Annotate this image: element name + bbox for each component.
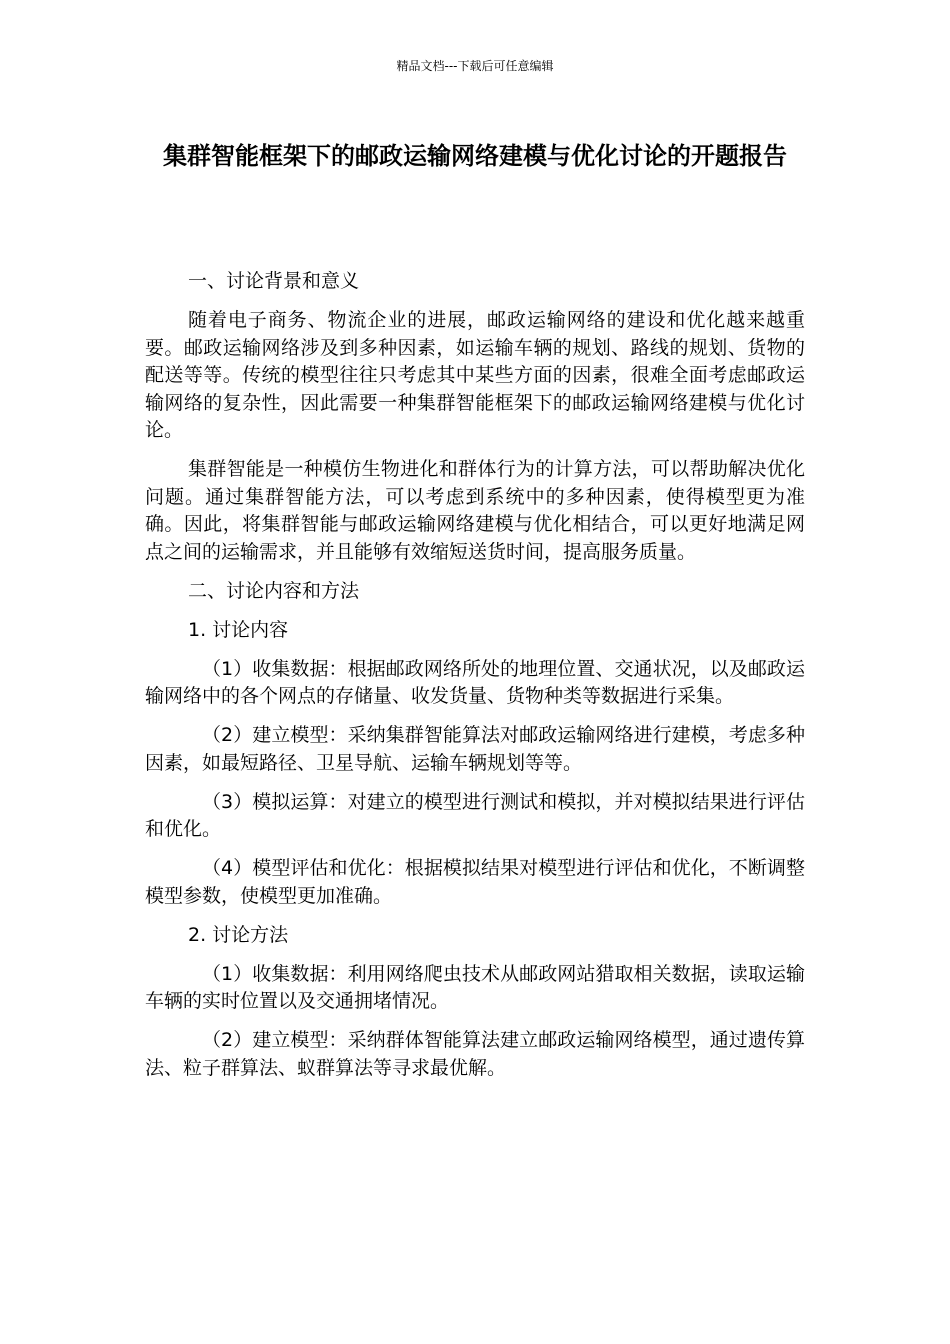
list-item-content-4: （4）模型评估和优化：根据模拟结果对模型进行评估和优化，不断调整模型参数，使模型更加准确。 bbox=[145, 857, 805, 907]
section-heading-content-method: 二、讨论内容和方法 bbox=[188, 579, 360, 602]
list-item-content-2: （2）建立模型：采纳集群智能算法对邮政运输网络进行建模，考虑多种因素，如最短路径、卫星导航、运输车辆规划等等。 bbox=[145, 724, 805, 774]
list-item-content-1: （1）收集数据：根据邮政网络所处的地理位置、交通状况，以及邮政运输网络中的各个网点的存储量、收发货量、货物种类等数据进行采集。 bbox=[145, 657, 805, 707]
subheading-research-content: 1. 讨论内容 bbox=[188, 618, 289, 641]
subheading-research-method: 2. 讨论方法 bbox=[188, 923, 289, 946]
list-item-content-3: （3）模拟运算：对建立的模型进行测试和模拟，并对模拟结果进行评估和优化。 bbox=[145, 790, 805, 840]
document-body bbox=[145, 268, 805, 1082]
paragraph-background-1: 随着电子商务、物流企业的进展，邮政运输网络的建设和优化越来越重要。邮政运输网络涉及到多种因素，如运输车辆的规划、路线的规划、货物的配送等等。传统的模型往往只考虑其中某些方面的因素，很难全面考虑邮政运输网络的复杂性，因此需要一种集群智能框架下的邮政运输网络建模与优化讨论。 bbox=[145, 309, 805, 441]
list-item-method-1: （1）收集数据：利用网络爬虫技术从邮政网站猎取相关数据，读取运输车辆的实时位置以及交通拥堵情况。 bbox=[145, 962, 805, 1012]
page-header: 精品文档---下载后可任意编辑 bbox=[396, 59, 554, 73]
section-heading-background: 一、讨论背景和意义 bbox=[188, 270, 360, 292]
list-item-method-2: （2）建立模型：采纳群体智能算法建立邮政运输网络模型，通过遗传算法、粒子群算法、蚁群算法等寻求最优解。 bbox=[145, 1029, 805, 1079]
document-title: 集群智能框架下的邮政运输网络建模与优化讨论的开题报告 bbox=[163, 142, 787, 170]
paragraph-background-2: 集群智能是一种模仿生物进化和群体行为的计算方法，可以帮助解决优化问题。通过集群智能方法，可以考虑到系统中的多种因素，使得模型更为准确。因此，将集群智能与邮政运输网络建模与优化相结合，可以更好地满足网点之间的运输需求，并且能够有效缩短送货时间，提高服务质量。 bbox=[145, 458, 805, 563]
